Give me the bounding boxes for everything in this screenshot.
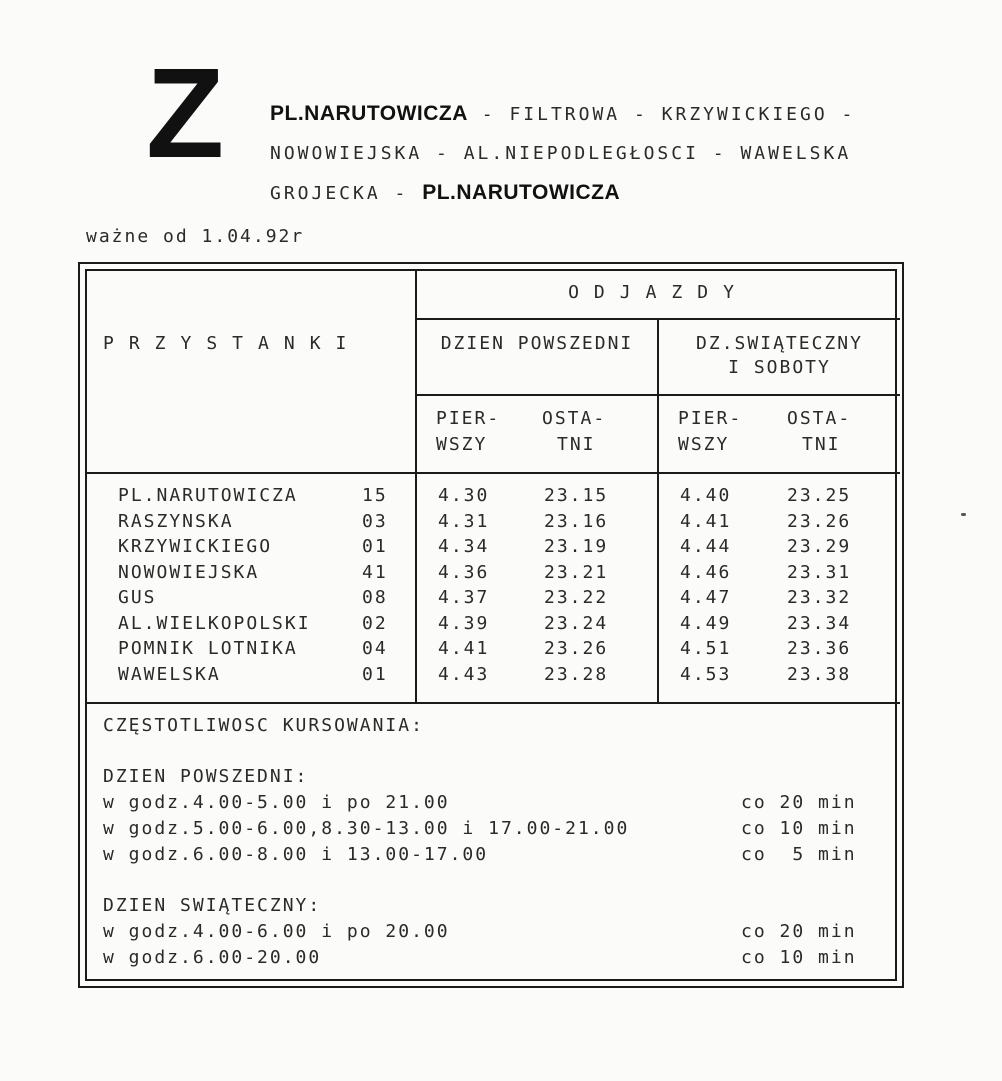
holiday-last-header: TNI <box>802 434 841 455</box>
departure-time: 23.22 <box>544 587 609 608</box>
stop-code: 08 <box>362 587 388 608</box>
stop-name: NOWOWIEJSKA <box>118 561 260 583</box>
departure-time: 23.26 <box>787 510 852 532</box>
holiday-first-header: WSZY <box>678 434 730 455</box>
stop-name: RASZYNSKA <box>118 510 234 532</box>
holiday-first-header: PIER- <box>678 408 743 429</box>
departure-time: 23.16 <box>544 510 609 532</box>
stop-name: POMNIK LOTNIKA <box>118 638 298 659</box>
departure-time: 23.25 <box>787 485 852 506</box>
holiday-header-line-1: DZ.SWIĄTECZNY <box>696 333 863 354</box>
weekday-header: DZIEN POWSZEDNI <box>440 333 634 354</box>
route-description <box>270 94 970 213</box>
departure-time: 4.51 <box>680 638 732 659</box>
stop-code: 15 <box>362 485 388 506</box>
divider-departures-header <box>415 318 900 320</box>
route-end-stop: PL.NARUTOWICZA <box>422 181 621 204</box>
departure-time: 4.37 <box>438 587 490 608</box>
timetable-frame <box>78 262 904 988</box>
holiday-header-line-2: I SOBOTY <box>728 357 831 378</box>
departure-time: 23.32 <box>787 587 852 608</box>
route-segment: - FILTROWA - KRZYWICKIEGO - <box>467 104 856 125</box>
route-start-stop: PL.NARUTOWICZA <box>270 102 468 125</box>
departure-time: 4.53 <box>680 663 732 685</box>
frequency-interval: co 20 min <box>741 921 857 942</box>
holiday-first-column <box>680 483 731 687</box>
stop-name: AL.WIELKOPOLSKI <box>118 612 311 634</box>
departure-time: 23.19 <box>544 536 609 557</box>
frequency-interval: co 10 min <box>741 947 857 968</box>
departure-time: 23.31 <box>787 561 852 583</box>
frequency-interval: co 10 min <box>741 818 857 839</box>
departure-time: 23.15 <box>544 485 609 506</box>
weekday-last-column <box>544 483 608 687</box>
departure-time: 23.28 <box>544 663 609 685</box>
weekday-first-header: PIER- <box>436 408 501 429</box>
departure-time: 4.43 <box>438 663 490 685</box>
route-segment: GROJECKA - <box>270 183 423 204</box>
departure-time: 23.36 <box>787 638 852 659</box>
stop-code: 03 <box>362 510 388 532</box>
departures-header: ODJAZDY <box>568 282 749 303</box>
departure-time: 4.34 <box>438 536 490 557</box>
departure-time: 4.30 <box>438 485 490 506</box>
route-line-3 <box>270 173 970 213</box>
departure-time: 4.41 <box>438 638 490 659</box>
frequency-interval: co 5 min <box>741 844 857 865</box>
divider-table-frequency <box>87 702 900 704</box>
holiday-last-column <box>787 483 851 687</box>
line-letter: Z <box>146 42 225 185</box>
weekday-last-header: TNI <box>557 434 596 455</box>
stop-code: 02 <box>362 612 388 634</box>
route-line-1 <box>270 94 970 134</box>
stop-code: 01 <box>362 663 388 685</box>
departure-time: 23.34 <box>787 612 852 634</box>
departure-time: 23.38 <box>787 663 852 685</box>
stops-header: PRZYSTANKI <box>103 333 362 354</box>
timetable-inner-border <box>85 269 897 981</box>
departure-time: 4.39 <box>438 612 490 634</box>
stop-codes-column <box>362 483 388 687</box>
holiday-frequency-title: DZIEN SWIĄTECZNY: <box>103 895 322 916</box>
valid-from-date: ważne od 1.04.92r <box>86 226 305 247</box>
departure-time: 4.40 <box>680 485 732 506</box>
weekday-frequency-title: DZIEN POWSZEDNI: <box>103 766 309 787</box>
frequency-title: CZĘSTOTLIWOSC KURSOWANIA: <box>103 715 424 736</box>
paper-speck <box>961 513 966 516</box>
departure-time: 4.49 <box>680 612 732 634</box>
departure-time: 4.36 <box>438 561 490 583</box>
weekday-first-header: WSZY <box>436 434 488 455</box>
weekday-last-header: OSTA- <box>542 408 607 429</box>
route-line-2 <box>270 134 970 173</box>
departure-time: 4.41 <box>680 510 732 532</box>
stop-name: PL.NARUTOWICZA <box>118 485 298 506</box>
departure-time: 4.44 <box>680 536 732 557</box>
divider-header-body <box>87 472 900 474</box>
weekday-first-column <box>438 483 489 687</box>
departure-time: 23.24 <box>544 612 609 634</box>
holiday-last-header: OSTA- <box>787 408 852 429</box>
departure-time: 23.29 <box>787 536 852 557</box>
departure-time: 4.47 <box>680 587 732 608</box>
stop-code: 04 <box>362 638 388 659</box>
frequency-interval: co 20 min <box>741 792 857 813</box>
route-segment: NOWOWIEJSKA - AL.NIEPODLEGŁOSCI - WAWELSKA <box>270 143 852 164</box>
departure-time: 23.21 <box>544 561 609 583</box>
departure-time: 4.46 <box>680 561 732 583</box>
stop-code: 41 <box>362 561 388 583</box>
stop-name: KRZYWICKIEGO <box>118 536 273 557</box>
frequency-hours: w godz.6.00-8.00 i 13.00-17.00 <box>103 844 489 865</box>
frequency-hours: w godz.6.00-20.00 <box>103 947 322 968</box>
stop-names-column <box>118 483 311 687</box>
frequency-hours: w godz.5.00-6.00,8.30-13.00 i 17.00-21.00 <box>103 818 630 839</box>
stop-code: 01 <box>362 536 388 557</box>
departure-time: 4.31 <box>438 510 490 532</box>
divider-daytype-header <box>415 394 900 396</box>
frequency-hours: w godz.4.00-6.00 i po 20.00 <box>103 921 450 942</box>
departure-time: 23.26 <box>544 638 609 659</box>
frequency-hours: w godz.4.00-5.00 i po 21.00 <box>103 792 450 813</box>
stop-name: GUS <box>118 587 157 608</box>
stop-name: WAWELSKA <box>118 663 221 685</box>
